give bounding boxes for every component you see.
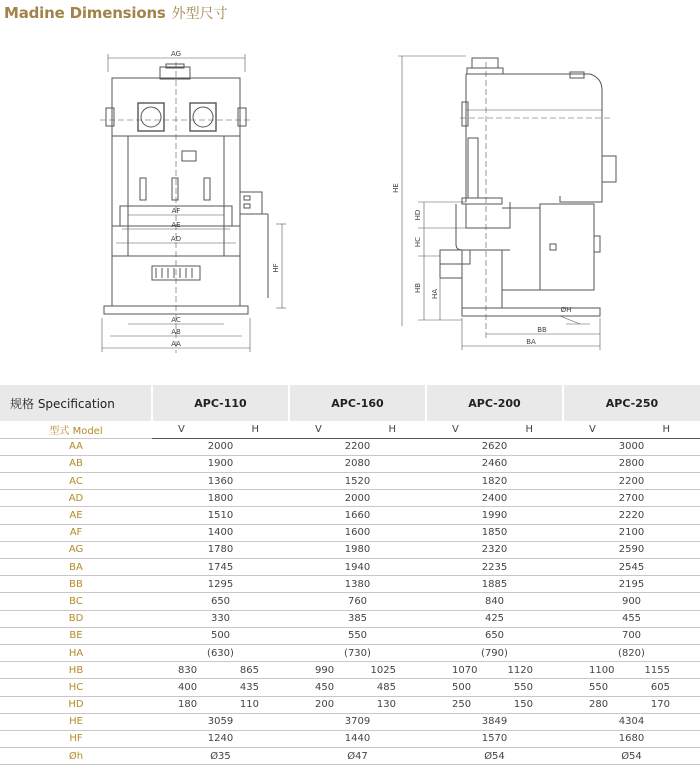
cell-value-v: 180 [152,696,220,713]
table-body [0,421,700,765]
row-label: AB [0,455,152,472]
cell-value: Ø47 [289,748,426,765]
side-view-labels [392,183,571,346]
cell-value: 1520 [289,473,426,490]
dim-label-hb: HB [414,282,422,294]
cell-value: 3000 [563,438,700,455]
cell-value: 1400 [152,524,289,541]
cell-value: 2590 [563,541,700,558]
row-label: HC [0,679,152,696]
cell-value: 2320 [426,541,563,558]
cell-value: (790) [426,644,563,661]
cell-value: 1380 [289,576,426,593]
cell-value: 650 [426,627,563,644]
cell-value: 2195 [563,576,700,593]
row-label: HD [0,696,152,713]
cell-value: 760 [289,593,426,610]
cell-value-v: 1100 [563,662,631,679]
model-header-apc-110: APC-110 [152,385,289,421]
table-row [0,524,700,541]
cell-value: 2700 [563,490,700,507]
cell-value: (730) [289,644,426,661]
cell-value: 1900 [152,455,289,472]
table-row [0,473,700,490]
cell-value: (820) [563,644,700,661]
dim-label-hf: HF [272,263,280,273]
cell-value-h: 605 [631,679,700,696]
cell-value-v: 280 [563,696,631,713]
table-header-row [0,385,700,421]
row-label: AF [0,524,152,541]
v-label: V [289,421,357,438]
model-label: 型式 Model [0,421,152,438]
cell-value-h: 110 [220,696,289,713]
cell-value: 1885 [426,576,563,593]
cell-value-h: 1120 [494,662,563,679]
cell-value: 550 [289,627,426,644]
table-row [0,610,700,627]
cell-value: 2100 [563,524,700,541]
cell-value-h: 130 [357,696,426,713]
cell-value-h: 1025 [357,662,426,679]
cell-value: 1510 [152,507,289,524]
v-label: V [152,421,220,438]
table-row [0,455,700,472]
cell-value: (630) [152,644,289,661]
table-row [0,438,700,455]
cell-value: 1800 [152,490,289,507]
cell-value-h: 1155 [631,662,700,679]
model-header-apc-250: APC-250 [563,385,700,421]
cell-value: 2000 [289,490,426,507]
table-row [0,490,700,507]
dim-label-aa: AA [171,340,181,348]
cell-value: 2200 [563,473,700,490]
model-header-apc-200: APC-200 [426,385,563,421]
row-label: HB [0,662,152,679]
cell-value-h: 150 [494,696,563,713]
cell-value: 1295 [152,576,289,593]
cell-value: 385 [289,610,426,627]
row-label: HF [0,730,152,747]
cell-value: 4304 [563,713,700,730]
table-row [0,576,700,593]
cell-value: 1680 [563,730,700,747]
row-label: Øh [0,748,152,765]
dim-label-bb: BB [537,326,547,334]
row-label: AC [0,473,152,490]
cell-value: 455 [563,610,700,627]
page-title [4,3,228,23]
row-label: BB [0,576,152,593]
model-subheader-row [0,421,700,438]
cell-value: 1940 [289,559,426,576]
table-row [0,627,700,644]
front-view [100,54,286,353]
cell-value: Ø35 [152,748,289,765]
dim-label-hd: HD [414,209,422,221]
row-label: AE [0,507,152,524]
cell-value: 1980 [289,541,426,558]
cell-value-v: 550 [563,679,631,696]
row-label: BA [0,559,152,576]
table-row [0,507,700,524]
cell-value-h: 435 [220,679,289,696]
cell-value: 3059 [152,713,289,730]
cell-value: 2800 [563,455,700,472]
cell-value: 500 [152,627,289,644]
cell-value: 1990 [426,507,563,524]
cell-value: Ø54 [563,748,700,765]
cell-value: 2200 [289,438,426,455]
cell-value: 330 [152,610,289,627]
drawing-canvas [0,28,700,358]
cell-value: 3849 [426,713,563,730]
dim-label-ab: AB [171,328,181,336]
cell-value: 1660 [289,507,426,524]
cell-value: Ø54 [426,748,563,765]
machine-drawings [0,28,700,358]
cell-value: 2220 [563,507,700,524]
cell-value: 900 [563,593,700,610]
cell-value: 1440 [289,730,426,747]
table-row [0,662,700,679]
cell-value: 1600 [289,524,426,541]
spec-label: 规格 Specification [0,385,152,421]
cell-value: 840 [426,593,563,610]
v-label: V [426,421,494,438]
cell-value: 2460 [426,455,563,472]
dim-label-he: HE [392,183,400,193]
row-label: HA [0,644,152,661]
table-row [0,559,700,576]
row-label: BE [0,627,152,644]
dim-label-ha: HA [431,288,439,300]
table-row [0,696,700,713]
cell-value: 1820 [426,473,563,490]
row-label: AD [0,490,152,507]
dim-label-ba: BA [526,338,536,346]
cell-value-h: 550 [494,679,563,696]
dim-label-ad: AD [170,235,182,243]
dim-label-ag: AG [170,50,182,58]
cell-value: 1850 [426,524,563,541]
cell-value: 1240 [152,730,289,747]
model-header-apc-160: APC-160 [289,385,426,421]
cell-value: 2545 [563,559,700,576]
cell-value-v: 1070 [426,662,494,679]
dim-label-ac: AC [171,316,181,324]
cell-value-h: 170 [631,696,700,713]
dim-label-af: AF [171,207,181,215]
table-row [0,593,700,610]
row-label: HE [0,713,152,730]
cell-value: 650 [152,593,289,610]
cell-value: 425 [426,610,563,627]
cell-value: 1360 [152,473,289,490]
cell-value-v: 200 [289,696,357,713]
cell-value-v: 990 [289,662,357,679]
cell-value-v: 500 [426,679,494,696]
table-row [0,748,700,765]
row-label: BC [0,593,152,610]
table-row [0,730,700,747]
row-label: AG [0,541,152,558]
front-view-labels [171,50,280,348]
cell-value-h: 865 [220,662,289,679]
h-label: H [631,421,700,438]
h-label: H [220,421,289,438]
cell-value: 2000 [152,438,289,455]
cell-value: 1780 [152,541,289,558]
table-row [0,644,700,661]
title-chinese: 外型尺寸 [171,6,228,22]
h-label: H [494,421,563,438]
table-row [0,713,700,730]
table-row [0,541,700,558]
dim-label-hc: HC [414,236,422,248]
cell-value: 3709 [289,713,426,730]
row-label: AA [0,438,152,455]
dim-label-ae: AE [171,221,181,229]
table-row [0,679,700,696]
row-label: BD [0,610,152,627]
cell-value: 2620 [426,438,563,455]
cell-value: 2400 [426,490,563,507]
cell-value: 1570 [426,730,563,747]
cell-value: 2235 [426,559,563,576]
cell-value: 700 [563,627,700,644]
side-view [398,56,616,350]
dim-label-oh: ØH [560,306,572,314]
cell-value-v: 450 [289,679,357,696]
cell-value: 1745 [152,559,289,576]
v-label: V [563,421,631,438]
cell-value: 2080 [289,455,426,472]
cell-value-h: 485 [357,679,426,696]
cell-value-v: 400 [152,679,220,696]
title-english: Madine Dimensions [4,4,166,22]
cell-value-v: 250 [426,696,494,713]
h-label: H [357,421,426,438]
specification-table [0,385,700,765]
cell-value-v: 830 [152,662,220,679]
